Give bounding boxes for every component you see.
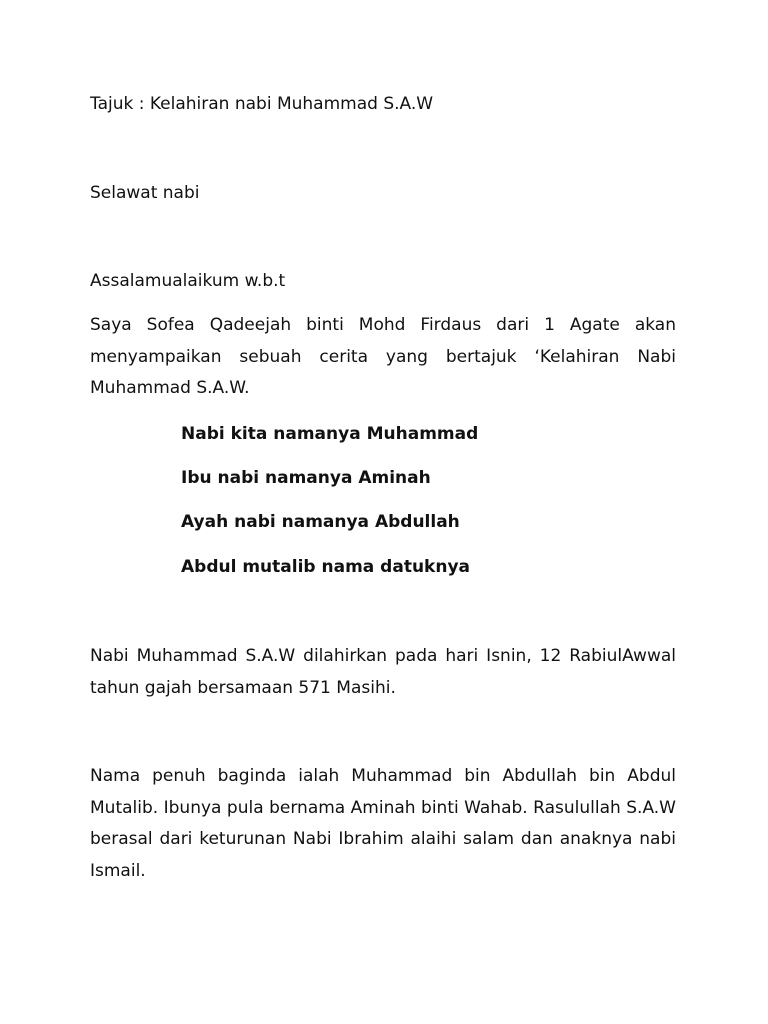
poem-line-3: Ayah nabi namanya Abdullah [181,512,460,532]
greeting-line: Assalamualaikum w.b.t [90,271,286,291]
poem-line-1: Nabi kita namanya Muhammad [181,424,479,444]
birth-paragraph: Nabi Muhammad S.A.W dilahirkan pada hari Isnin, 12 RabiulAwwal tahun gajah bersamaan 571 Masihi. [90,646,676,698]
selawat-line: Selawat nabi [90,183,200,203]
lineage-paragraph: Nama penuh baginda ialah Muhammad bin Abdullah bin Abdul Mutalib. Ibunya pula bernama Aminah binti Wahab. Rasulullah S.A.W berasal dari keturunan Nabi Ibrahim alaihi salam dan anaknya nabi Ismail. [90,766,676,881]
intro-paragraph: Saya Sofea Qadeejah binti Mohd Firdaus dari 1 Agate akan menyampaikan sebuah cerita yang bertajuk ‘Kelahiran Nabi Muhammad S.A.W. [90,315,676,398]
poem-line-2: Ibu nabi namanya Aminah [181,468,431,488]
poem-line-4: Abdul mutalib nama datuknya [181,557,471,577]
document-title: Tajuk : Kelahiran nabi Muhammad S.A.W [90,94,434,114]
